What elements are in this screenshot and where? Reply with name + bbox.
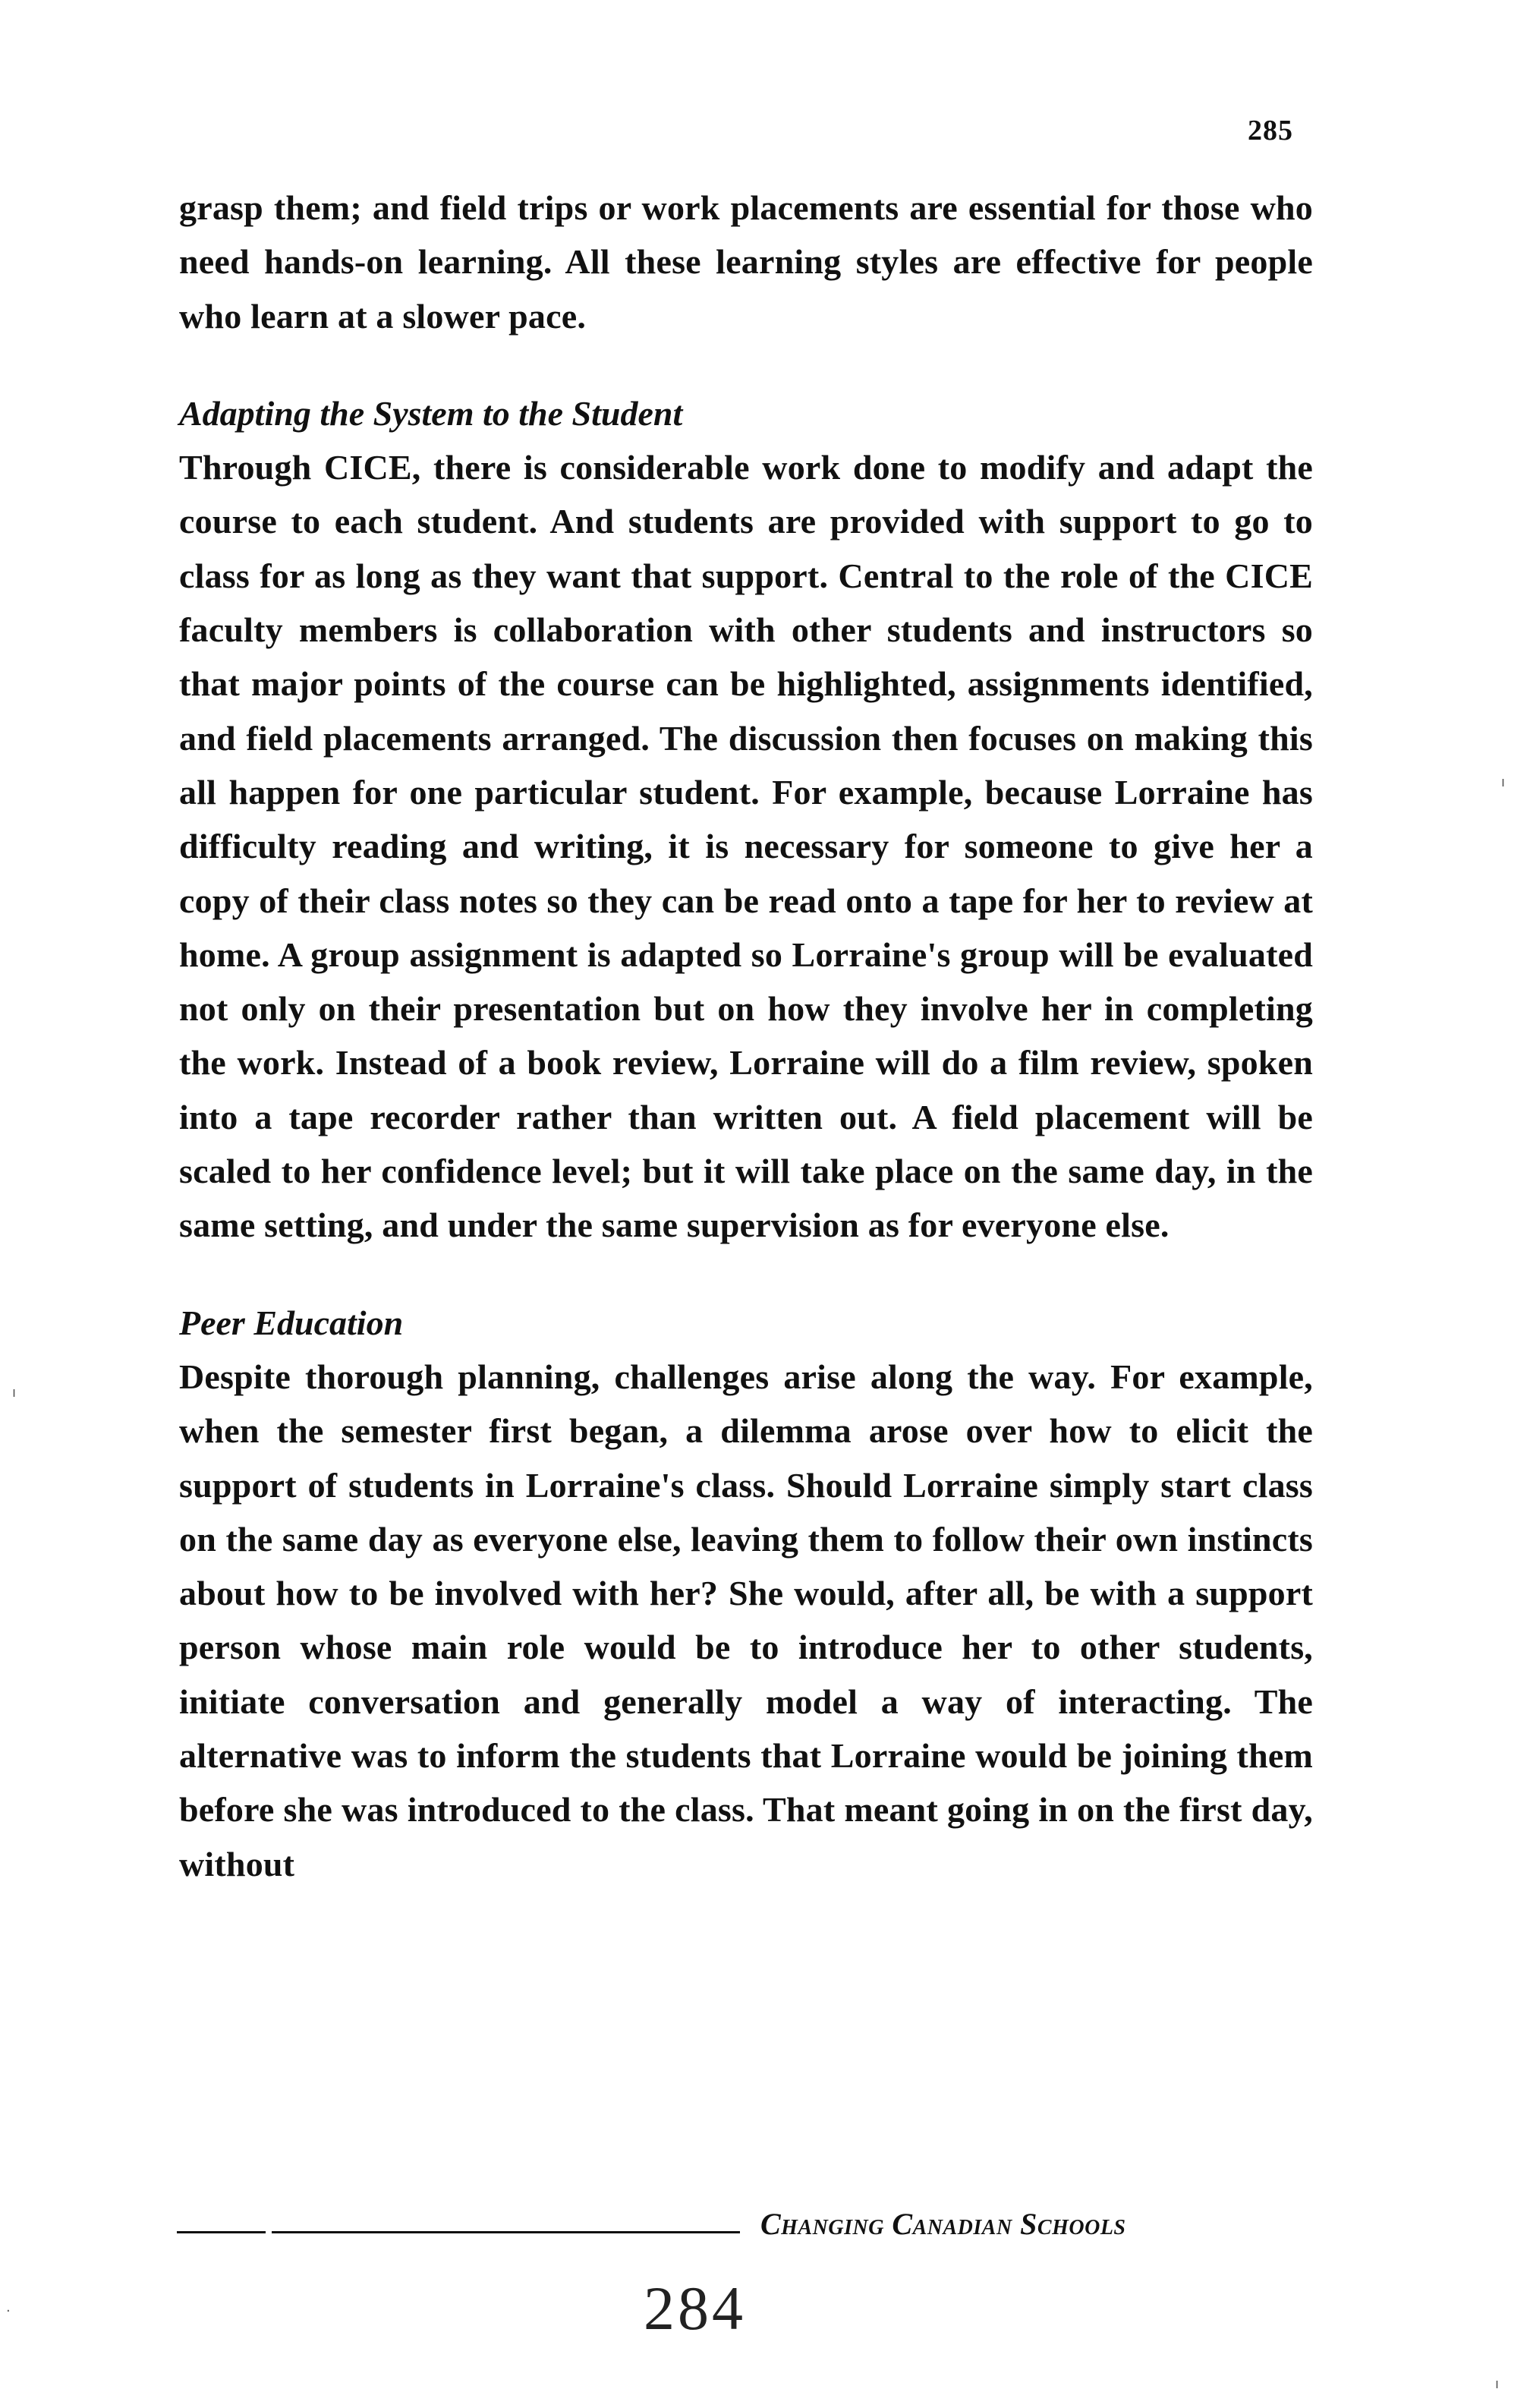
adapting-paragraph: Through CICE, there is considerable work done to modify and adapt the course to each student. And students are provided with support to go to class for as long as they want that support. Central to the role of the CICE faculty members is collaboration with other students and instructors so that major points of the course can be highlighted, assignments identified, and field placements arranged. The discussion then focuses on making this all happen for one particular student. For example, because Lorraine has difficulty reading and writing, it is necessary for someone to give her a copy of their class notes so they can be read onto a tape for her to review at home. A group assignment is adapted so Lorraine's group will be evaluated not only on their presentation but on how they involve her in completing the work. Instead of a book review, Lorraine will do a film review, spoken into a tape recorder rather than written out. A field placement will be scaled to her confidence level; but it will take place on the same day, in the same setting, and under the same supervision as for everyone else.: [179, 448, 1313, 1245]
margin-speck: ·: [6, 2303, 11, 2319]
section-heading-peer-education: Peer Education: [179, 1303, 404, 1342]
peer-education-paragraph: Despite thorough planning, challenges arise along the way. For example, when the semester first began, a dilemma arose over how to elicit the support of students in Lorraine's class. Should Lorraine simply start class on the same day as everyone else, leaving them to follow their own instincts about how to be involved with her? She would, after all, be with a support person whose main role would be to introduce her to other students, initiate conversation and generally model a way of interacting. The alternative was to inform the students that Lorraine would be joining them before she was introduced to the class. That meant going in on the first day, without: [179, 1357, 1313, 1883]
footer-rule-break: [266, 2231, 272, 2233]
sequence-number: 284: [644, 2274, 746, 2343]
footer-rule: [177, 2231, 740, 2233]
section-gap: [179, 343, 1313, 386]
intro-paragraph: grasp them; and field trips or work placements are essential for those who need hands-on learning. All these learning styles are effective for people who learn at a slower pace.: [179, 188, 1313, 336]
margin-speck: ı: [1495, 2376, 1500, 2392]
margin-speck: ı: [1501, 774, 1506, 790]
page-number: 285: [1248, 115, 1293, 147]
section-heading-adapting: Adapting the System to the Student: [179, 393, 683, 433]
page-body: [179, 181, 1313, 1891]
margin-speck: ı: [12, 1385, 17, 1401]
section-gap: [179, 1253, 1313, 1296]
footer-book-title: Changing Canadian Schools: [760, 2207, 1126, 2241]
